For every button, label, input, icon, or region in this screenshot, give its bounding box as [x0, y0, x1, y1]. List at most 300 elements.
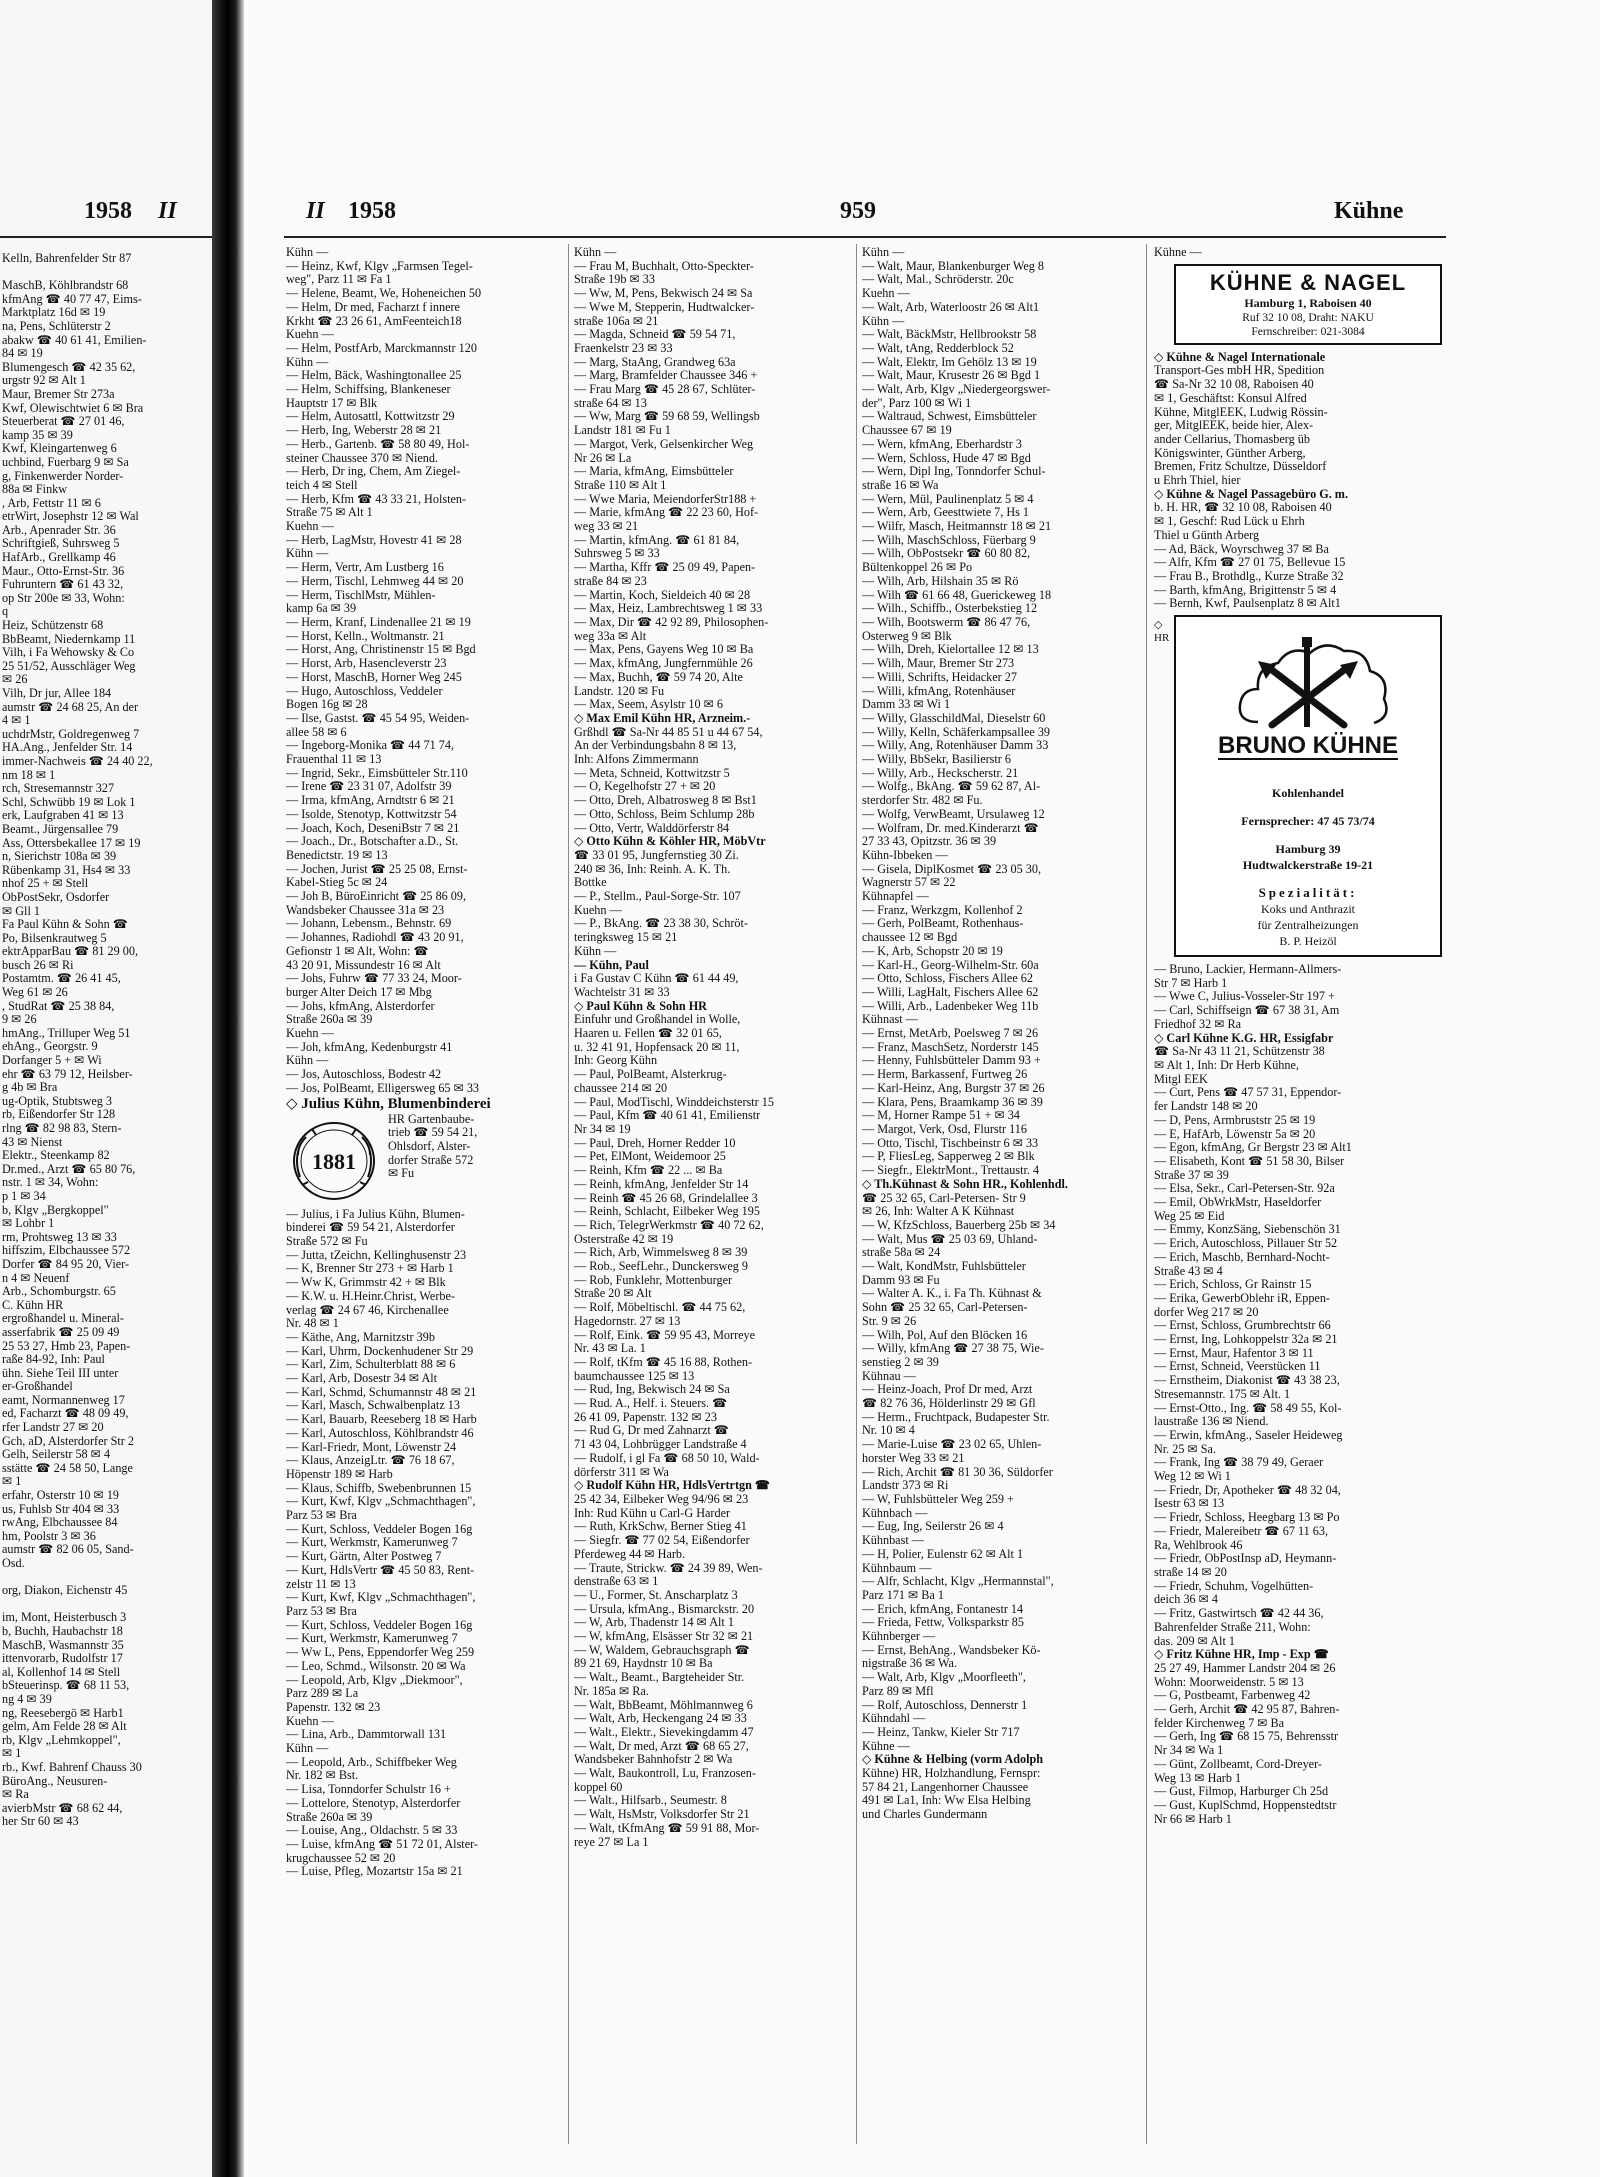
directory-line: Grßhdl ☎ Sa-Nr 44 85 51 u 44 67 54, [574, 725, 763, 739]
column-separator [856, 244, 857, 2144]
directory-line: — Gerh, PolBeamt, Rothenhaus- [862, 917, 1024, 931]
directory-line: — Erich, kfmAng, Fontanestr 14 [862, 1602, 1024, 1616]
directory-line: ✉ 1, Geschf: Rud Lück u Ehrh [1154, 515, 1305, 529]
directory-line: — Ingeborg-Monika ☎ 44 71 74, [286, 739, 454, 753]
directory-line: Weg 25 ✉ Eid [1154, 1209, 1225, 1223]
directory-line: — Frank, Ing ☎ 38 79 49, Geraer [1154, 1456, 1324, 1470]
directory-line: MaschB, Wasmannstr 35 [2, 1638, 124, 1652]
directory-line: Gelh, Seilerstr 58 ✉ 4 [2, 1448, 111, 1462]
directory-line: Friedhof 32 ✉ Ra [1154, 1017, 1242, 1031]
directory-line: Isestr 63 ✉ 13 [1154, 1497, 1225, 1511]
directory-line: — Karl, Autoschloss, Köhlbrandstr 46 [286, 1426, 474, 1440]
directory-line: allee 58 ✉ 6 [286, 725, 347, 739]
directory-line: — Rich, Archit ☎ 81 30 36, Süldorfer [862, 1465, 1053, 1479]
directory-line: Kwf, Olewischtwiet 6 ✉ Bra [2, 401, 144, 415]
directory-line: — Margot, Verk, Gelsenkircher Weg [574, 437, 754, 451]
directory-line: — M, Horner Rampe 51 + ✉ 34 [862, 1109, 1020, 1123]
directory-line: — Jos, PolBeamt, Elligersweg 65 ✉ 33 [286, 1081, 480, 1095]
directory-line: — Ww, Marg ☎ 59 68 59, Wellingsb [574, 410, 760, 424]
directory-line: — Wilh, Arb, Hilshain 35 ✉ Rö [862, 574, 1019, 588]
directory-line: — Wilh, MaschSchloss, Füerbarg 9 [862, 533, 1036, 547]
directory-line: — Willy, GlasschildMal, Dieselstr 60 [862, 711, 1046, 725]
directory-line: Inh: Georg Kühn [574, 1054, 658, 1068]
directory-line [2, 266, 208, 280]
directory-line: — Ernst, Maur, Hafentor 3 ✉ 11 [1154, 1346, 1314, 1360]
directory-line: — Martin, kfmAng. ☎ 61 81 84, [574, 533, 740, 547]
directory-line: — Herb., Gartenb. ☎ 58 80 49, Hol- [286, 437, 470, 451]
directory-line: 89 21 69, Haydnstr 10 ✉ Ba [574, 1657, 713, 1671]
directory-line: — Helene, Beamt, We, Hoheneichen 50 [286, 287, 482, 301]
kuhne-nagel-phone: Ruf 32 10 08, Draht: NAKU [1242, 311, 1374, 324]
directory-line: — Wern, Schloss, Hude 47 ✉ Bgd [862, 451, 1031, 465]
directory-line: org, Diakon, Eichenstr 45 [2, 1584, 128, 1598]
directory-line: , Arb, Fettstr 11 ✉ 6 [2, 496, 101, 510]
directory-line: — Rolf, Autoschloss, Dennerstr 1 [862, 1698, 1028, 1712]
directory-line: — Max, kfmAng, Jungfernmühle 26 [574, 657, 753, 671]
col1-top-entries [286, 246, 562, 1096]
directory-line: Kühne, MitglEEK, Ludwig Rössin- [1154, 405, 1328, 419]
column-separator [1146, 244, 1147, 2144]
directory-line: chaussee 12 ✉ Bgd [862, 931, 958, 945]
directory-line: — Helm, Bäck, Washingtonallee 25 [286, 369, 462, 383]
directory-line: ✉ 1, Geschäftst: Konsul Alfred [1154, 391, 1307, 405]
directory-line: Bültenkoppel 26 ✉ Po [862, 561, 973, 575]
directory-line: — Ernst, Ing, Lohkoppelstr 32a ✉ 21 [1154, 1333, 1338, 1347]
directory-line: — Jochen, Jurist ☎ 25 25 08, Ernst- [286, 862, 468, 876]
directory-line: Heiz, Schützenstr 68 [2, 619, 104, 633]
directory-line: ger, MitglEEK, beide hier, Alex- [1154, 419, 1314, 433]
directory-line [2, 1571, 208, 1585]
kuhne-nagel-ad [1174, 264, 1442, 345]
directory-line: — Max, Buchh, ☎ 59 74 20, Alte [574, 670, 743, 684]
directory-line: 84 ✉ 19 [2, 347, 43, 361]
directory-line: — Rud, Ing, Bekwisch 24 ✉ Sa [574, 1383, 730, 1397]
directory-line: — H, Polier, Eulenstr 62 ✉ Alt 1 [862, 1547, 1024, 1561]
directory-column-1 [286, 246, 562, 2146]
directory-line: — Ernst, Schloss, Grumbrechtstr 66 [1154, 1319, 1331, 1333]
directory-line: Sohn ☎ 25 32 65, Carl-Petersen- [862, 1301, 1028, 1315]
directory-line: Landstr 181 ✉ Fu 1 [574, 424, 671, 438]
directory-line: rb, Eißendorfer Str 128 [2, 1108, 116, 1122]
directory-line: — Rudolf, i gl Fa ☎ 68 50 10, Wald- [574, 1451, 760, 1465]
directory-line: Krkht ☎ 23 26 61, AmFeenteich18 [286, 314, 462, 328]
directory-line: avierbMstr ☎ 68 62 44, [2, 1801, 123, 1815]
directory-line: — Bruno, Lackier, Hermann-Allmers- [1154, 963, 1342, 977]
directory-line: na, Pens, Schlüterstr 2 [2, 319, 111, 333]
directory-line: — Wolfg, VerwBeamt, Ursulaweg 12 [862, 807, 1045, 821]
directory-line: Kwf, Kleingartenweg 6 [2, 442, 117, 456]
directory-line: Kühnast — [862, 1013, 918, 1027]
directory-line: 57 84 21, Langenhorner Chaussee [862, 1780, 1029, 1794]
directory-line: horster Weg 33 ✉ 21 [862, 1451, 965, 1465]
directory-line: — Walt, Arb, Waterloostr 26 ✉ Alt1 [862, 300, 1040, 314]
directory-line: — Elisabeth, Kont ☎ 51 58 30, Bilser [1154, 1154, 1345, 1168]
directory-line: — Jutta, tZeichn, Kellinghusenstr 23 [286, 1248, 467, 1262]
directory-line: — Erwin, kfmAng., Saseler Heideweg [1154, 1428, 1343, 1442]
left-header-roman: II [158, 198, 177, 224]
directory-line: — Walt, Arb, Klgv „Niedergeorgswer- [862, 383, 1051, 397]
directory-line: An der Verbindungsbahn 8 ✉ 13, [574, 739, 737, 753]
directory-line: im, Mont, Heisterbusch 3 [2, 1611, 127, 1625]
directory-line: — Friedr, ObPostInsp aD, Heymann- [1154, 1552, 1337, 1566]
directory-line: — P., Stellm., Paul-Sorge-Str. 107 [574, 890, 741, 904]
col4-mid-entries [1154, 351, 1444, 611]
directory-line: Kuehn — [286, 1027, 334, 1041]
directory-line: ✉ Fu [388, 1167, 415, 1181]
directory-line: ☎ 82 76 36, Hölderlinstr 29 ✉ Gfl [862, 1397, 1036, 1411]
directory-line: Kühn — [862, 246, 905, 259]
bk-line3: Hamburg 39 [1275, 842, 1341, 857]
directory-line: Kuehn — [862, 287, 910, 301]
directory-line: felder Kirchenweg 7 ✉ Ba [1154, 1716, 1285, 1730]
directory-line: ✉ 26 [2, 673, 28, 687]
directory-line: rlng ☎ 82 98 83, Stern- [2, 1122, 122, 1135]
directory-line: — Martin, Koch, Sieldeich 40 ✉ 28 [574, 588, 751, 602]
directory-line: — Paul, Dreh, Horner Redder 10 [574, 1136, 736, 1150]
left-header-year: 1958 [84, 198, 132, 224]
directory-line: — Emil, ObWrkMstr, Haseldorfer [1154, 1196, 1322, 1210]
directory-line: — Käthe, Ang, Marnitzstr 39b [286, 1330, 435, 1344]
directory-line: — Wern, Arb, Geesttwiete 7, Hs 1 [862, 506, 1030, 520]
directory-line: kamp 35 ✉ 39 [2, 428, 73, 442]
directory-line: — Willi, Arb., Ladenbeker Weg 11b [862, 999, 1039, 1013]
directory-line: — Klara, Pens, Braamkamp 36 ✉ 39 [862, 1095, 1043, 1109]
directory-line: — Herb, LagMstr, Hovestr 41 ✉ 28 [286, 533, 462, 547]
directory-line: Kühn — [286, 1742, 329, 1756]
directory-line: Straße 110 ✉ Alt 1 [574, 478, 667, 492]
directory-line: 491 ✉ La1, Inh: Ww Elsa Helbing [862, 1794, 1031, 1808]
directory-line: ◇ Max Emil Kühn HR, Arzneim.- [574, 711, 751, 725]
directory-line: — Herb, Dr ing, Chem, Am Ziegel- [286, 465, 461, 479]
directory-line: Königswinter, Günther Arberg, [1154, 446, 1306, 460]
directory-line: immer-Nachweis ☎ 24 40 22, [2, 754, 153, 768]
directory-line: — W, KfzSchloss, Bauerberg 25b ✉ 34 [862, 1218, 1056, 1232]
directory-line: steiner Chaussee 370 ✉ Niend. [286, 451, 439, 465]
directory-line: Benedictstr. 19 ✉ 13 [286, 848, 388, 862]
directory-line: Maur., Otto-Ernst-Str. 36 [2, 564, 125, 578]
directory-line: — W, Fuhlsbütteler Weg 259 + [862, 1492, 1014, 1506]
directory-line: Gefionstr 1 ✉ Alt, Wohn: ☎ [286, 944, 429, 958]
directory-line: — Leopold, Arb., Schiffbeker Weg [286, 1755, 457, 1769]
directory-line: — Johann, Lebensm., Behnstr. 69 [286, 917, 452, 931]
directory-line: Straße 37 ✉ 39 [1154, 1168, 1229, 1182]
directory-line: Nr. 25 ✉ Sa. [1154, 1442, 1217, 1456]
directory-line: 27 33 43, Opitzstr. 36 ✉ 39 [862, 835, 997, 849]
directory-line: ✉ 26, Inh: Walter A K Kühnast [862, 1205, 1015, 1219]
right-header-roman: II [306, 198, 325, 224]
directory-line: — Ingrid, Sekr., Eimsbütteler Str.110 [286, 766, 468, 780]
directory-line: HR Gartenbaube- [388, 1112, 475, 1126]
directory-line: — Rich, TelegrWerkmstr ☎ 40 72 62, [574, 1218, 764, 1232]
directory-line: Straße 75 ✉ Alt 1 [286, 506, 373, 520]
directory-line: — Karl-Heinz, Ang, Burgstr 37 ✉ 26 [862, 1081, 1045, 1095]
directory-line: — Herb, Ing, Weberstr 28 ✉ 21 [286, 424, 442, 438]
directory-line: — Karl-H., Georg-Wilhelm-Str. 60a [862, 958, 1039, 972]
directory-line: ◇ Kühne & Nagel Internationale [1154, 350, 1326, 364]
directory-line: — K.W. u. H.Heinr.Christ, Werbe- [286, 1289, 455, 1303]
directory-line: — Walt, Elektr, Im Gehölz 13 ✉ 19 [862, 355, 1037, 369]
directory-line: Osterstraße 42 ✉ 19 [574, 1232, 674, 1246]
directory-line: Kühn — [574, 944, 617, 958]
directory-line: — Herm, Barkassenf, Furtweg 26 [862, 1068, 1028, 1082]
directory-line: hm, Poolstr 3 ✉ 36 [2, 1529, 96, 1543]
directory-line: — Henny, Fuhlsbütteler Damm 93 + [862, 1054, 1041, 1068]
directory-line: weg", Parz 11 ✉ Fa 1 [286, 273, 392, 287]
directory-line: hiffszim, Elbchaussee 572 [2, 1244, 131, 1258]
directory-line: denstraße 63 ✉ 1 [574, 1575, 659, 1589]
directory-line: — Walter A. K., i. Fa Th. Kühnast & [862, 1287, 1042, 1301]
bk-line4: Hudtwalckerstraße 19-21 [1242, 858, 1374, 873]
directory-line: — Otto, Schloss, Fischers Allee 62 [862, 972, 1033, 986]
directory-line: Kelln, Bahrenfelder Str 87 [2, 252, 132, 265]
directory-line: — Frau Marg ☎ 45 28 67, Schlüter- [574, 383, 756, 397]
directory-line: — Joach, Koch, DeseniBstr 7 ✉ 21 [286, 821, 460, 835]
directory-column-3 [862, 246, 1138, 2146]
directory-line: — Walt., Elektr., Sievekingdamm 47 [574, 1725, 754, 1739]
directory-line: — Herb, Kfm ☎ 43 33 21, Holsten- [286, 492, 467, 506]
directory-line: weg 33a ✉ Alt [574, 629, 647, 643]
directory-line: Fraenkelstr 23 ✉ 33 [574, 341, 673, 355]
directory-line: — Ad, Bäck, Woyrschweg 37 ✉ Ba [1154, 542, 1329, 556]
directory-line: Mitgl EEK [1154, 1072, 1208, 1086]
directory-line: Nr. 43 ✉ La. 1 [574, 1342, 646, 1356]
directory-line: — Helm, Autosattl, Kottwitzstr 29 [286, 410, 455, 424]
directory-line: sstätte ☎ 24 58 50, Lange [2, 1461, 133, 1475]
directory-line: 240 ✉ 36, Inh: Reinh. A. K. Th. [574, 862, 731, 876]
column-separator [568, 244, 569, 2144]
directory-line: — Curt, Pens ☎ 47 57 31, Eppendor- [1154, 1086, 1342, 1100]
directory-line: — Paul, Kfm ☎ 40 61 41, Emilienstr [574, 1109, 761, 1123]
directory-line: — U., Former, St. Anscharplatz 3 [574, 1588, 738, 1602]
directory-line: straße 58a ✉ 24 [862, 1246, 941, 1260]
directory-line: — Siegfr., ElektrMont., Trettaustr. 4 [862, 1164, 1040, 1178]
directory-line: — Erika, GewerbOblehr iR, Eppen- [1154, 1291, 1330, 1305]
directory-line: Landstr. 120 ✉ Fu [574, 684, 665, 698]
directory-line: Kuehn — [286, 520, 334, 534]
directory-line: Transport-Ges mbH HR, Spedition [1154, 364, 1325, 378]
directory-line: teich 4 ✉ Stell [286, 478, 358, 492]
directory-line: Ohlsdorf, Alster- [388, 1140, 471, 1153]
directory-line: Arb., Schomburgstr. 65 [2, 1285, 116, 1299]
directory-line: — Walt, tKfmAng ☎ 59 91 88, Mor- [574, 1821, 760, 1835]
directory-line: — Max, Seem, Asylstr 10 ✉ 6 [574, 698, 724, 712]
directory-line: — Walt, Baukontroll, Lu, Franzosen- [574, 1767, 756, 1781]
directory-line: b, Buchh, Haubachstr 18 [2, 1624, 123, 1638]
directory-line: — Gerh, Ing ☎ 68 15 75, Behrensstr [1154, 1730, 1339, 1744]
directory-line: — Marie, kfmAng ☎ 22 23 60, Hof- [574, 506, 759, 520]
directory-line: Straße 572 ✉ Fu [286, 1235, 368, 1248]
directory-line: ektrApparBau ☎ 81 29 00, [2, 945, 139, 959]
directory-line: rm, Prohtsweg 13 ✉ 33 [2, 1230, 117, 1244]
directory-line: — Wilh, Dreh, Kielortallee 12 ✉ 13 [862, 643, 1039, 657]
directory-line: 43 20 91, Missundestr 16 ✉ Alt [286, 958, 441, 972]
directory-line: g, Finkenwerder Norder- [2, 469, 124, 483]
directory-line: — Fritz, Gastwirtsch ☎ 42 44 36, [1154, 1607, 1324, 1621]
bk-line7: für Zentralheizungen [1257, 918, 1359, 933]
directory-line: rch, Stresemannstr 327 [2, 782, 115, 796]
directory-line: dörferstr 311 ✉ Wa [574, 1465, 669, 1479]
directory-line: Blumengesch ☎ 42 35 62, [2, 360, 136, 374]
bruno-kuhne-logo-text: BRUNO KÜHNE [1218, 732, 1398, 760]
directory-line: — Friedr, Dr, Apotheker ☎ 48 32 04, [1154, 1483, 1341, 1497]
directory-line: Nr 26 ✉ La [574, 451, 632, 465]
directory-line: busch 26 ✉ Ri [2, 958, 74, 972]
directory-line: — Gerh, Archit ☎ 42 95 87, Bahren- [1154, 1703, 1340, 1717]
directory-line: — Isolde, Stenotyp, Kottwitzstr 54 [286, 807, 457, 821]
directory-line: — Reinh ☎ 45 26 68, Grindelallee 3 [574, 1191, 758, 1205]
directory-line: ittenvorarb, Rudolfstr 17 [2, 1652, 123, 1666]
right-page [244, 0, 1600, 2177]
directory-line: Kühndahl — [862, 1712, 926, 1726]
directory-line: — Waltraud, Schwest, Eimsbütteler [862, 410, 1037, 424]
directory-line: — Johs, kfmAng, Alsterdorfer [286, 999, 435, 1013]
directory-line: Nr 34 ✉ 19 [574, 1123, 631, 1136]
directory-line: — Walt, HsMstr, Volksdorfer Str 21 [574, 1808, 750, 1822]
directory-line: deich 36 ✉ 4 [1154, 1593, 1219, 1607]
directory-line: — Karl, Uhrm, Dockenhudener Str 29 [286, 1344, 474, 1358]
directory-line: — Max, Dir ☎ 42 92 89, Philosophen- [574, 615, 769, 629]
directory-line: Inh: Rud Kühn u Carl-G Harder [574, 1506, 731, 1520]
directory-line: Haaren u. Fellen ☎ 32 01 65, [574, 1027, 722, 1041]
directory-line: — W, Waldem, Gebrauchsgraph ☎ [574, 1643, 750, 1657]
directory-line: trieb ☎ 59 54 21, [388, 1126, 478, 1140]
directory-line: raße 84-92, Inh: Paul [2, 1353, 105, 1367]
directory-line: abakw ☎ 40 61 41, Emilien- [2, 333, 147, 347]
directory-line: HafArb., Grellkamp 46 [2, 551, 116, 565]
directory-line: — Wolfram, Dr. med.Kinderarzt ☎ [862, 821, 1039, 835]
directory-line: — Bernh, Kwf, Paulsenplatz 8 ✉ Alt1 [1154, 597, 1341, 611]
directory-line: ehAng., Georgstr. 9 [2, 1040, 98, 1054]
bruno-kuhne-ad [1174, 615, 1442, 957]
directory-line: Vilh, i Fa Wehowsky & Co [2, 646, 135, 660]
directory-line: — Wilh, ObPostsekr ☎ 60 80 82, [862, 547, 1031, 561]
directory-line: — Jos, Autoschloss, Bodestr 42 [286, 1068, 442, 1082]
directory-line: Str. 9 ✉ 26 [862, 1314, 917, 1328]
directory-line: — Joh, kfmAng, Kedenburgstr 41 [286, 1040, 453, 1054]
directory-line: Osd. [2, 1557, 25, 1570]
directory-line: b. H. HR, ☎ 32 10 08, Raboisen 40 [1154, 501, 1332, 515]
directory-line: — Johs, Fuhrw ☎ 77 33 24, Moor- [286, 972, 462, 986]
directory-line: 4 ✉ 1 [2, 714, 31, 728]
directory-line: — W, Arb, Thadenstr 14 ✉ Alt 1 [574, 1616, 734, 1630]
directory-line: — Karl-Friedr, Mont, Löwenstr 24 [286, 1440, 457, 1454]
directory-line: — O, Kegelhofstr 27 + ✉ 20 [574, 780, 716, 794]
directory-line: — Willi, Schrifts, Heidacker 27 [862, 670, 1017, 684]
directory-line: — Helm, PostfArb, Marckmannstr 120 [286, 341, 477, 355]
directory-line: Nr 34 ✉ Wa 1 [1154, 1744, 1224, 1758]
directory-line: — Kurt, Schloss, Veddeler Bogen 16g [286, 1618, 473, 1632]
directory-line: Kühn — [286, 246, 329, 259]
directory-line: — Wern, Mül, Paulinenplatz 5 ✉ 4 [862, 492, 1034, 506]
left-page-column [2, 252, 208, 2152]
directory-line: — Meta, Schneid, Kottwitzstr 5 [574, 766, 730, 780]
directory-line: n 4 ✉ Neuenf [2, 1271, 70, 1285]
directory-line: b, Klgv „Bergkoppel" [2, 1203, 109, 1217]
directory-line: straße 84 ✉ 23 [574, 574, 647, 588]
directory-line: Weg 12 ✉ Wi 1 [1154, 1470, 1231, 1484]
directory-line: — Paul, PolBeamt, Alsterkrug- [574, 1068, 727, 1082]
directory-line: 25 53 27, Hmb 23, Papen- [2, 1339, 131, 1353]
directory-line: aumstr ☎ 82 06 05, Sand- [2, 1543, 134, 1557]
directory-line: al, Kollenhof 14 ✉ Stell [2, 1665, 121, 1679]
directory-line: — Helm, Schiffsing, Blankeneser [286, 383, 451, 397]
directory-line: — Carl, Schiffseign ☎ 67 38 31, Am [1154, 1004, 1340, 1018]
directory-line: — Horst, Kelln., Woltmanstr. 21 [286, 629, 445, 643]
directory-line: aumstr ☎ 24 68 25, An der [2, 700, 139, 714]
directory-line: — Willy, Kelln, Schäferkampsallee 39 [862, 725, 1051, 739]
directory-line: — Rolf, tKfm ☎ 45 16 88, Rothen- [574, 1355, 753, 1369]
directory-line: dorfer Straße 572 [388, 1153, 474, 1167]
directory-line: Hagedornstr. 27 ✉ 13 [574, 1314, 681, 1328]
directory-line: — Walt., Beamt., Bargteheider Str. [574, 1671, 745, 1685]
directory-line: Wagnerstr 57 ✉ 22 [862, 876, 956, 890]
directory-line: — Kurt, Werkmstr, Kamerunweg 7 [286, 1632, 458, 1646]
directory-line: straße 106a ✉ 21 [574, 314, 659, 328]
directory-line: 9 ✉ 26 [2, 1013, 37, 1027]
directory-line: — K, Arb, Schopstr 20 ✉ 19 [862, 944, 1003, 958]
directory-line: Kühnbach — [862, 1506, 928, 1520]
directory-line: ✉ 1 [2, 1475, 22, 1489]
directory-line: Höpenstr 189 ✉ Harb [286, 1467, 393, 1481]
directory-line: Maur, Bremer Str 273a [2, 387, 115, 401]
bruno-kuhne-hr-label: ◇ HR [1154, 619, 1170, 645]
directory-line: Thiel u Günth Arberg [1154, 528, 1260, 542]
directory-line: — Wilh., Schiffb., Osterbekstieg 12 [862, 602, 1038, 616]
directory-line: Bogen 16g ✉ 28 [286, 698, 368, 712]
directory-line: — Luise, Pfleg, Mozartstr 15a ✉ 21 [286, 1865, 463, 1879]
directory-line: ◇ Rudolf Kühn HR, HdlsVertrtgn ☎ [574, 1479, 771, 1493]
directory-line: — W, kfmAng, Elsässer Str 32 ✉ 21 [574, 1630, 754, 1644]
directory-line: rb., Kwf. Bahrenf Chauss 30 [2, 1760, 142, 1774]
directory-line: — Emmy, KonzSäng, Siebenschön 31 [1154, 1223, 1341, 1237]
directory-line: — Rob., SeefLehr., Dunckersweg 9 [574, 1260, 748, 1274]
directory-line: ng, Reesebergö ✉ Harb1 [2, 1706, 124, 1720]
directory-line: — Rud. A., Helf. i. Steuers. ☎ [574, 1397, 728, 1411]
directory-line: i Fa Gustav C Kühn ☎ 61 44 49, [574, 972, 739, 986]
directory-line: Dorfanger 5 + ✉ Wi [2, 1054, 102, 1068]
directory-line: teringksweg 15 ✉ 21 [574, 931, 678, 945]
directory-line: — Rud G, Dr med Zahnarzt ☎ [574, 1424, 729, 1438]
directory-line: — Ursula, kfmAng., Bismarckstr. 20 [574, 1602, 755, 1616]
directory-line: gelm, Am Felde 28 ✉ Alt [2, 1720, 127, 1734]
directory-line: kfmAng ☎ 40 77 47, Eims- [2, 292, 142, 306]
directory-line: Landstr 373 ✉ Ri [862, 1479, 949, 1493]
directory-line: — Lisa, Tonndorfer Schulstr 16 + [286, 1783, 451, 1797]
directory-line: — Traute, Strickw. ☎ 24 39 89, Wen- [574, 1561, 763, 1575]
directory-line: Fa Paul Kühn & Sohn ☎ [2, 918, 128, 932]
directory-line: — Walt, Maur, Blankenburger Weg 8 [862, 259, 1045, 273]
directory-line: — K, Brenner Str 273 + ✉ Harb 1 [286, 1262, 454, 1276]
directory-line: — Otto, Vertr, Walddörferstr 84 [574, 821, 730, 835]
directory-line: ühn. Siehe Teil III unter [2, 1366, 119, 1380]
directory-line: — Friedr, Schuhm, Vogelhütten- [1154, 1579, 1314, 1593]
directory-line: — Marg, StaAng, Grandweg 63a [574, 355, 736, 369]
directory-line: — Martha, Kffr ☎ 25 09 49, Papen- [574, 561, 756, 575]
directory-line: C. Kühn HR [2, 1298, 64, 1312]
directory-line: — Rolf, Möbeltischl. ☎ 44 75 62, [574, 1301, 746, 1315]
directory-line: — Magda, Schneid ☎ 59 54 71, [574, 328, 736, 342]
directory-line: — Frau M, Buchhalt, Otto-Speckter- [574, 259, 754, 273]
directory-line: — Ernst, BehAng., Wandsbeker Kö- [862, 1643, 1041, 1657]
directory-line: asserfabrik ☎ 25 09 49 [2, 1325, 120, 1339]
directory-line: — D, Pens, Armbruststr 25 ✉ 19 [1154, 1113, 1316, 1127]
directory-line: — Willy, kfmAng ☎ 27 38 75, Wie- [862, 1342, 1044, 1356]
directory-line: u Ehrh Thiel, hier [1154, 474, 1241, 488]
julius-kuhn-details [388, 1113, 560, 1182]
directory-line: Damm 93 ✉ Fu [862, 1273, 940, 1287]
directory-line: 26 41 09, Papenstr. 132 ✉ 23 [574, 1410, 717, 1424]
directory-line: Nr. 10 ✉ 4 [862, 1424, 915, 1438]
